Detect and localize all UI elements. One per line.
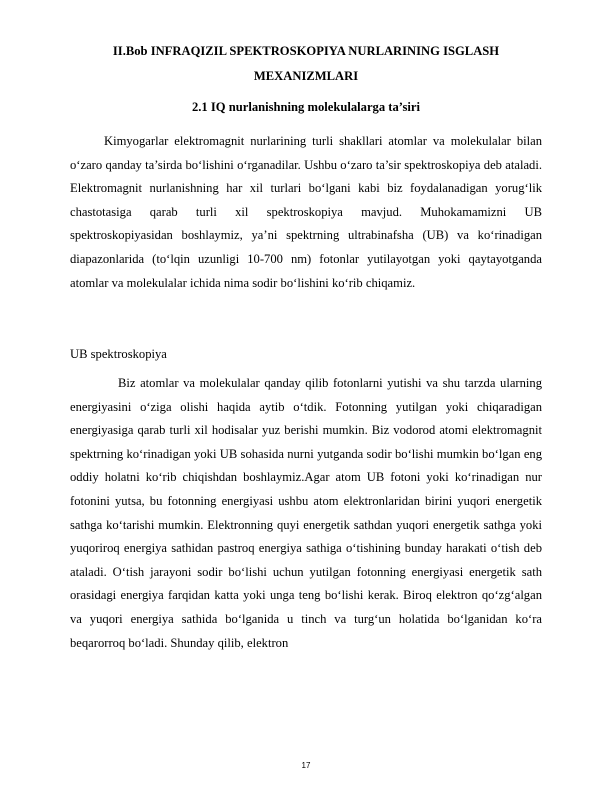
section-title: 2.1 IQ nurlanishning molekulalarga ta’siri: [191, 100, 420, 114]
subheading-uv-spectroscopy: UB spektroskopiya: [70, 347, 167, 361]
chapter-title: II.Bob INFRAQIZIL SPEKTROSKOPIYA NURLARINING ISGLASH MEXANIZMLARI: [112, 44, 500, 83]
paragraph-intro: Kimyogarlar elektromagnit nurlarining turli shakllari atomlar va molekulalar bilan o‘zaro qanday ta’sirda bo‘lishini o‘rganadilar. Ushbu o‘zaro ta’sir spektroskopiya deb ataladi. Elektromagnit nurlanishning har xil turlari bo‘lgani kabi biz foydalanadigan yorug‘lik chastotasiga qarab turli xil spektroskopiya mavjud. Muhokamamizni UB spektroskopiyasidan boshlaymiz, ya’ni spektrning ultrabinafsha (UB) va ko‘rinadigan diapazonlarida (to‘lqin uzunligi 10-700 nm) fotonlar yutilayotgan yoki qaytayotganda atomlar va molekulalar ichida nima sodir bo‘lishini ko‘rib chiqamiz.: [70, 134, 542, 290]
paragraph-uv-body: Biz atomlar va molekulalar qanday qilib fotonlarni yutishi va shu tarzda ularning energiyasini o‘ziga olishi haqida aytib o‘tdik. Fotonning yutilgan yoki chiqaradigan energiyasiga qarab turli xil hodisalar yuz berishi mumkin. Biz vodorod atomi elektromagnit spektrning ko‘rinadigan yoki UB sohasida nurni yutganda sodir bo‘lishi mumkin bo‘lgan eng oddiy holatni ko‘rib chiqishdan boshlaymiz.Agar atom UB fotoni yoki ko‘rinadigan nur fotonini yutsa, bu fotonning energiyasi ushbu atom elektronlaridan birini yuqori energetik sathga ko‘tarishi mumkin. Elektronning quyi energetik sathdan yuqori energetik sathga yoki yuqoriroq energiya sathidan pastroq energiya sathiga o‘tishining bunday harakati o‘tish deb ataladi. O‘tish jarayoni sodir bo‘lishi uchun yutilgan fotonning energiyasi energetik sath orasidagi energiya farqidan katta yoki unga teng bo‘lishi kerak. Biroq elektron qo‘zg‘algan va yuqori energiya sathida bo‘lganida u tinch va turg‘un holatida bo‘lganidan ko‘ra beqarorroq bo‘ladi. Shunday qilib, elektron: [70, 376, 542, 650]
page-number: 17: [301, 761, 311, 770]
